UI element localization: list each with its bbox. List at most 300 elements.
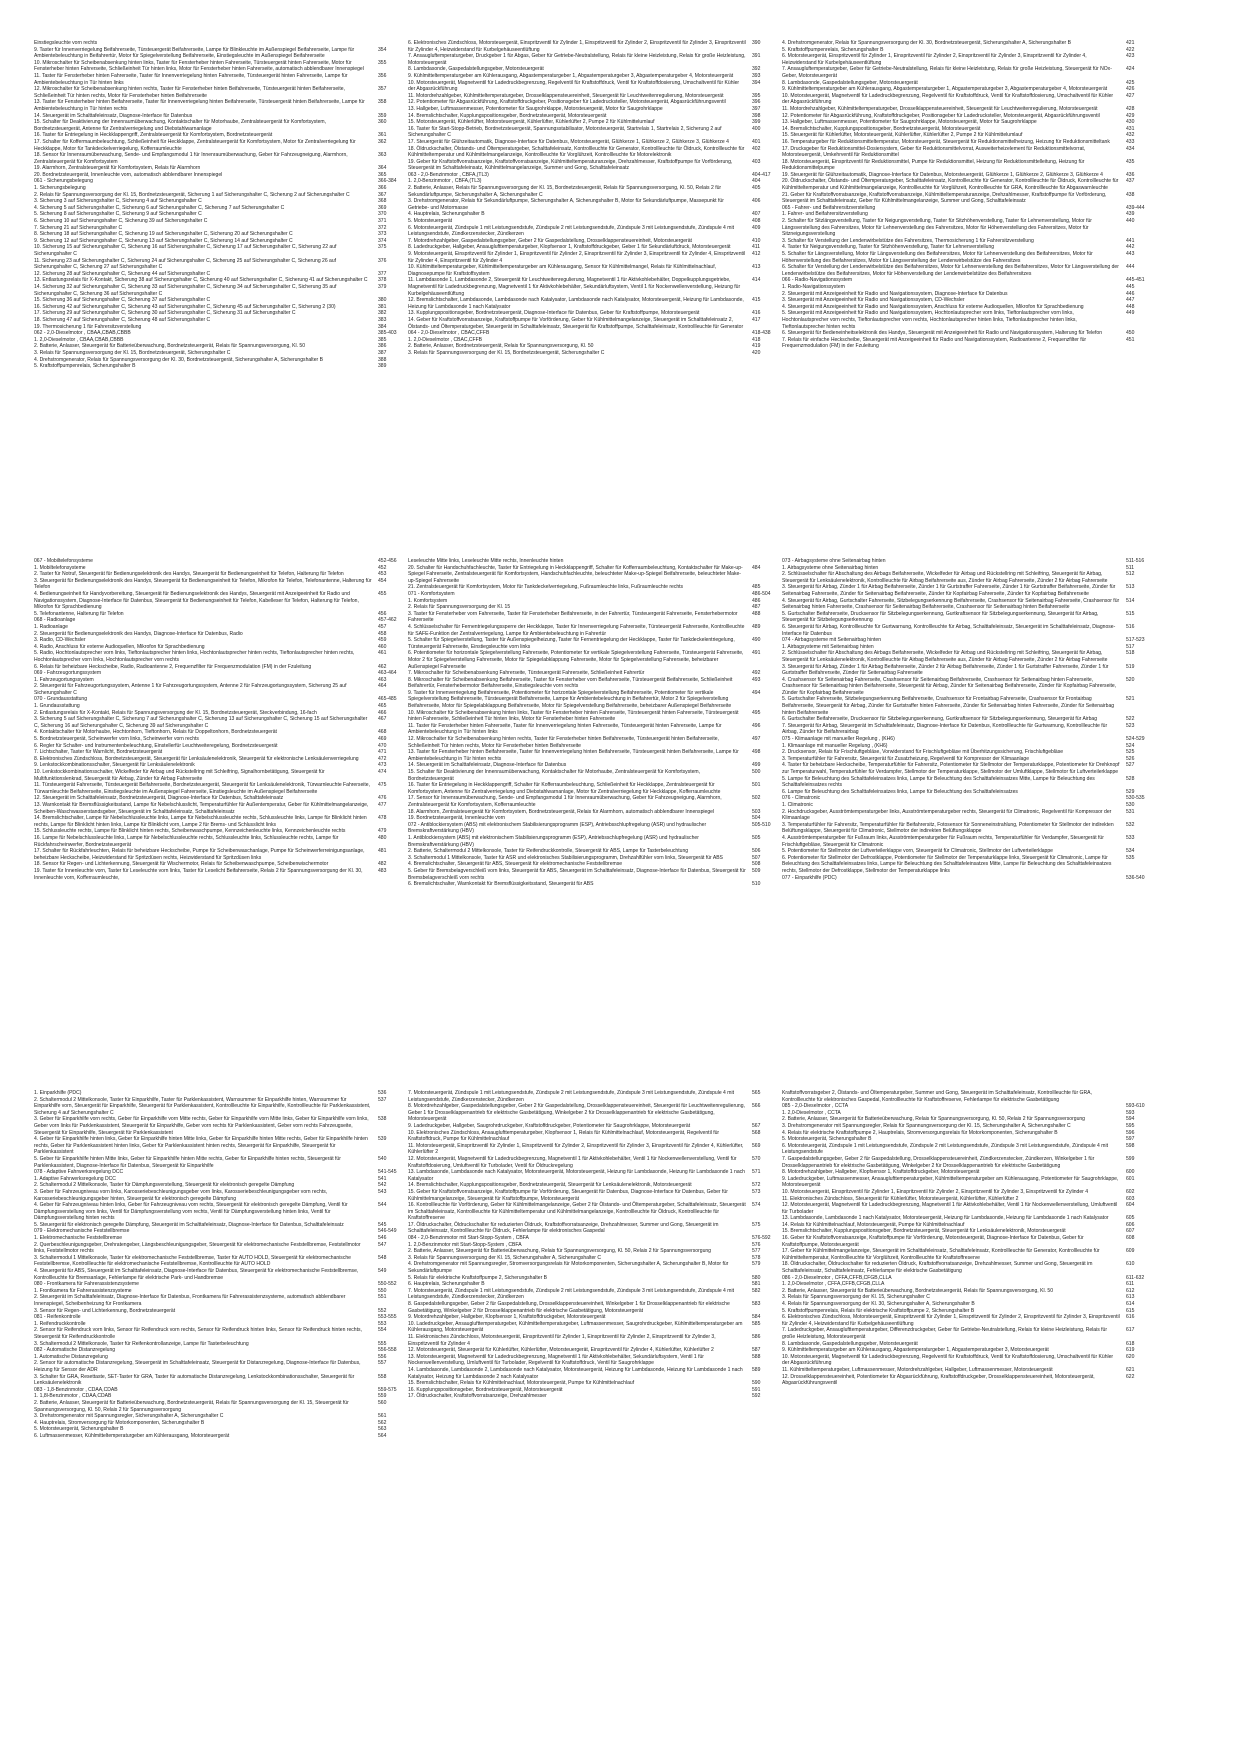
index-entry[interactable]	[782, 1281, 1146, 1288]
index-entry[interactable]	[782, 178, 1146, 191]
index-entry[interactable]	[34, 363, 398, 370]
index-entry[interactable]	[408, 1222, 772, 1235]
index-entry[interactable]	[408, 795, 772, 808]
index-entry[interactable]	[782, 1314, 1146, 1327]
index-entry[interactable]	[782, 113, 1146, 120]
index-entry[interactable]	[782, 756, 1146, 763]
index-entry[interactable]	[782, 1327, 1146, 1340]
index-entry[interactable]	[34, 152, 398, 165]
index-entry[interactable]	[782, 835, 1146, 848]
index-entry[interactable]	[408, 736, 772, 749]
index-entry[interactable]	[782, 598, 1146, 611]
index-entry[interactable]	[408, 782, 772, 795]
index-entry[interactable]	[782, 1189, 1146, 1196]
index-entry[interactable]	[34, 1228, 398, 1235]
index-entry[interactable]	[782, 565, 1146, 572]
index-entry[interactable]	[34, 558, 398, 565]
index-entry[interactable]	[34, 139, 398, 152]
index-entry[interactable]	[408, 637, 772, 650]
entry-title: 1. Grundausstattung	[34, 703, 80, 710]
index-entry[interactable]	[34, 357, 398, 364]
index-entry[interactable]	[34, 664, 398, 671]
index-entry[interactable]	[34, 165, 398, 172]
index-entry[interactable]	[34, 1387, 398, 1394]
index-entry[interactable]	[34, 198, 398, 205]
index-entry[interactable]	[408, 159, 772, 172]
index-entry[interactable]	[782, 192, 1146, 205]
index-entry[interactable]	[782, 1374, 1146, 1387]
index-entry[interactable]	[782, 1123, 1146, 1130]
index-entry[interactable]	[34, 644, 398, 651]
index-entry[interactable]	[408, 172, 772, 179]
index-entry[interactable]	[34, 743, 398, 750]
index-entry[interactable]	[782, 126, 1146, 133]
index-entry[interactable]	[408, 126, 772, 139]
index-entry[interactable]	[408, 835, 772, 848]
index-entry[interactable]	[34, 1360, 398, 1373]
index-entry[interactable]	[34, 736, 398, 743]
index-entry[interactable]	[34, 762, 398, 769]
index-entry[interactable]	[782, 677, 1146, 697]
index-entry[interactable]	[408, 1354, 772, 1367]
index-entry[interactable]	[782, 93, 1146, 106]
index-entry[interactable]	[34, 1182, 398, 1189]
index-entry[interactable]	[34, 683, 398, 696]
index-entry[interactable]	[34, 324, 398, 331]
index-entry[interactable]	[34, 1235, 398, 1242]
index-entry[interactable]	[34, 337, 398, 344]
index-entry[interactable]	[34, 172, 398, 179]
index-entry[interactable]	[782, 211, 1146, 218]
index-entry[interactable]	[408, 584, 772, 591]
index-entry[interactable]	[408, 565, 772, 585]
index-entry[interactable]	[34, 178, 398, 185]
index-entry[interactable]	[34, 1426, 398, 1433]
index-entry[interactable]	[34, 132, 398, 139]
index-entry[interactable]	[782, 664, 1146, 677]
index-entry[interactable]	[408, 211, 772, 218]
index-entry[interactable]	[408, 710, 772, 723]
index-entry[interactable]	[782, 1235, 1146, 1248]
index-entry[interactable]	[782, 1294, 1146, 1301]
index-entry[interactable]	[34, 86, 398, 99]
index-entry[interactable]	[34, 60, 398, 73]
index-entry[interactable]	[34, 1433, 398, 1440]
index-entry[interactable]	[782, 330, 1146, 337]
index-entry[interactable]	[34, 729, 398, 736]
index-entry[interactable]	[408, 848, 772, 855]
index-entry[interactable]	[34, 1202, 398, 1222]
index-entry[interactable]	[34, 192, 398, 199]
index-entry[interactable]	[34, 218, 398, 225]
index-entry[interactable]	[408, 1255, 772, 1262]
index-entry[interactable]	[408, 1281, 772, 1288]
index-entry[interactable]	[408, 1235, 772, 1242]
index-entry[interactable]	[34, 310, 398, 317]
index-entry[interactable]	[782, 1228, 1146, 1235]
index-entry[interactable]	[408, 1123, 772, 1130]
index-entry[interactable]	[34, 1242, 398, 1255]
index-entry[interactable]	[408, 769, 772, 782]
index-entry[interactable]	[782, 119, 1146, 126]
index-entry[interactable]	[34, 113, 398, 120]
index-entry[interactable]	[408, 146, 772, 159]
index-entry[interactable]	[782, 1116, 1146, 1123]
index-entry[interactable]	[782, 1176, 1146, 1189]
index-entry[interactable]	[408, 40, 772, 53]
index-entry[interactable]	[34, 231, 398, 238]
index-entry[interactable]	[34, 185, 398, 192]
index-entry[interactable]	[34, 284, 398, 297]
index-entry[interactable]	[408, 1169, 772, 1182]
index-entry[interactable]	[408, 624, 772, 637]
index-entry[interactable]	[408, 244, 772, 251]
index-entry[interactable]	[782, 86, 1146, 93]
index-entry[interactable]	[34, 1341, 398, 1348]
index-entry[interactable]	[408, 749, 772, 762]
index-entry[interactable]	[34, 861, 398, 868]
index-entry[interactable]	[34, 350, 398, 357]
index-entry[interactable]	[34, 304, 398, 311]
index-entry[interactable]	[408, 809, 772, 816]
index-entry[interactable]	[34, 1321, 398, 1328]
index-entry[interactable]	[782, 855, 1146, 875]
index-entry[interactable]	[782, 1196, 1146, 1203]
index-entry[interactable]	[408, 822, 772, 835]
index-entry[interactable]	[408, 1261, 772, 1274]
index-entry[interactable]	[782, 789, 1146, 796]
index-entry[interactable]	[34, 1169, 398, 1176]
index-entry[interactable]	[34, 868, 398, 881]
index-entry[interactable]	[408, 677, 772, 690]
index-entry[interactable]	[408, 80, 772, 93]
index-entry[interactable]	[408, 1143, 772, 1156]
index-entry[interactable]	[408, 1288, 772, 1301]
index-entry[interactable]	[34, 225, 398, 232]
index-entry[interactable]	[782, 1222, 1146, 1229]
index-entry[interactable]	[408, 225, 772, 238]
index-entry[interactable]	[34, 1090, 398, 1097]
index-entry[interactable]	[408, 881, 772, 888]
index-entry[interactable]	[34, 1413, 398, 1420]
index-entry[interactable]	[34, 565, 398, 572]
index-entry[interactable]	[408, 670, 772, 677]
index-entry[interactable]	[34, 1347, 398, 1354]
index-entry[interactable]	[408, 855, 772, 862]
index-entry[interactable]	[408, 277, 772, 297]
index-entry[interactable]	[34, 1393, 398, 1400]
index-entry[interactable]	[408, 218, 772, 225]
index-entry[interactable]	[782, 238, 1146, 245]
index-entry[interactable]	[782, 310, 1146, 330]
index-entry[interactable]	[782, 723, 1146, 736]
index-entry[interactable]	[782, 1215, 1146, 1222]
index-entry[interactable]	[408, 66, 772, 73]
index-entry[interactable]	[34, 716, 398, 729]
index-entry[interactable]	[34, 591, 398, 611]
index-entry[interactable]	[34, 756, 398, 763]
index-entry[interactable]	[34, 677, 398, 684]
index-entry[interactable]	[408, 1202, 772, 1222]
index-entry[interactable]	[782, 716, 1146, 723]
index-entry[interactable]	[34, 631, 398, 638]
index-entry[interactable]	[782, 558, 1146, 565]
index-entry[interactable]	[782, 218, 1146, 238]
index-entry[interactable]	[34, 1400, 398, 1413]
index-entry[interactable]	[782, 291, 1146, 298]
index-entry[interactable]	[408, 762, 772, 769]
index-entry[interactable]	[782, 809, 1146, 822]
index-entry[interactable]	[408, 1182, 772, 1189]
index-entry[interactable]	[34, 611, 398, 618]
index-entry[interactable]	[34, 802, 398, 815]
index-entry[interactable]	[34, 99, 398, 112]
index-entry[interactable]	[34, 1327, 398, 1340]
index-entry[interactable]	[34, 1222, 398, 1229]
index-entry[interactable]	[782, 106, 1146, 113]
index-entry[interactable]	[782, 1261, 1146, 1274]
index-entry[interactable]	[782, 749, 1146, 756]
index-entry[interactable]	[34, 1176, 398, 1183]
index-entry[interactable]	[34, 317, 398, 324]
index-entry[interactable]	[782, 1248, 1146, 1261]
index-entry[interactable]	[408, 297, 772, 310]
index-entry[interactable]	[34, 277, 398, 284]
index-entry[interactable]	[34, 624, 398, 631]
index-entry[interactable]	[34, 119, 398, 132]
index-entry[interactable]	[34, 271, 398, 278]
index-entry[interactable]	[408, 558, 772, 565]
index-entry[interactable]	[408, 1301, 772, 1314]
index-entry[interactable]	[782, 264, 1146, 277]
index-entry[interactable]	[408, 139, 772, 146]
index-entry[interactable]	[782, 637, 1146, 644]
index-entry[interactable]	[782, 1103, 1146, 1110]
index-entry[interactable]	[34, 710, 398, 717]
index-entry[interactable]	[34, 205, 398, 212]
index-entry[interactable]	[408, 350, 772, 357]
index-entry[interactable]	[34, 1116, 398, 1136]
index-entry[interactable]	[34, 848, 398, 861]
index-entry[interactable]	[782, 650, 1146, 663]
index-entry[interactable]	[782, 1301, 1146, 1308]
index-entry[interactable]	[34, 1294, 398, 1307]
index-entry[interactable]	[408, 317, 772, 330]
index-entry[interactable]	[34, 835, 398, 848]
index-entry[interactable]	[34, 1314, 398, 1321]
index-entry[interactable]	[408, 53, 772, 66]
index-entry[interactable]	[782, 802, 1146, 809]
index-entry[interactable]	[408, 591, 772, 598]
index-entry[interactable]	[782, 53, 1146, 66]
index-entry[interactable]	[782, 132, 1146, 139]
index-entry[interactable]	[408, 1314, 772, 1321]
index-entry[interactable]	[408, 99, 772, 106]
index-entry[interactable]	[408, 1130, 772, 1143]
index-entry[interactable]	[34, 696, 398, 703]
index-entry[interactable]	[34, 258, 398, 271]
index-entry[interactable]	[782, 1090, 1146, 1103]
index-entry[interactable]	[782, 139, 1146, 146]
index-entry[interactable]	[782, 297, 1146, 304]
index-entry[interactable]	[34, 1156, 398, 1169]
index-entry[interactable]	[408, 73, 772, 80]
index-entry[interactable]	[34, 211, 398, 218]
index-entry[interactable]	[782, 776, 1146, 789]
index-entry[interactable]	[408, 1090, 772, 1103]
index-entry[interactable]	[782, 736, 1146, 743]
index-entry[interactable]	[782, 1110, 1146, 1117]
index-entry[interactable]	[34, 297, 398, 304]
index-entry[interactable]	[408, 113, 772, 120]
index-entry[interactable]	[408, 330, 772, 337]
index-entry[interactable]	[34, 782, 398, 795]
index-entry[interactable]	[408, 106, 772, 113]
index-entry[interactable]	[782, 1136, 1146, 1143]
index-entry[interactable]	[34, 703, 398, 710]
entry-page: 476	[378, 795, 387, 802]
index-entry[interactable]	[408, 337, 772, 344]
index-entry[interactable]	[782, 304, 1146, 311]
index-entry[interactable]	[782, 1288, 1146, 1295]
index-entry[interactable]	[408, 650, 772, 670]
index-entry[interactable]	[34, 571, 398, 578]
index-entry[interactable]	[408, 1248, 772, 1255]
index-entry[interactable]	[782, 205, 1146, 212]
index-entry[interactable]	[782, 66, 1146, 79]
index-entry[interactable]	[782, 1275, 1146, 1282]
index-entry[interactable]	[782, 1202, 1146, 1215]
index-entry[interactable]	[782, 1354, 1146, 1367]
index-entry[interactable]	[34, 578, 398, 591]
index-entry[interactable]	[408, 1367, 772, 1380]
index-entry[interactable]	[34, 343, 398, 350]
index-entry[interactable]	[34, 1281, 398, 1288]
index-entry[interactable]	[782, 1308, 1146, 1315]
index-entry[interactable]	[34, 795, 398, 802]
index-entry[interactable]	[34, 1189, 398, 1202]
index-entry[interactable]	[782, 284, 1146, 291]
index-entry[interactable]	[34, 330, 398, 337]
index-entry[interactable]	[408, 604, 772, 611]
index-entry[interactable]	[782, 40, 1146, 47]
index-entry[interactable]	[34, 73, 398, 86]
index-entry[interactable]	[408, 238, 772, 245]
index-entry[interactable]	[782, 47, 1146, 54]
index-entry[interactable]	[408, 1321, 772, 1334]
index-entry[interactable]	[782, 159, 1146, 172]
index-entry[interactable]	[408, 93, 772, 100]
index-entry[interactable]	[34, 40, 398, 47]
index-entry[interactable]	[408, 264, 772, 277]
index-entry[interactable]	[782, 1347, 1146, 1354]
index-entry[interactable]	[34, 670, 398, 677]
index-entry[interactable]	[782, 762, 1146, 775]
index-entry[interactable]	[408, 198, 772, 211]
index-entry[interactable]	[34, 815, 398, 828]
index-entry[interactable]	[782, 584, 1146, 597]
index-entry[interactable]	[782, 337, 1146, 350]
entry-page: 461	[378, 650, 387, 657]
index-entry[interactable]	[408, 1393, 772, 1400]
index-entry[interactable]	[782, 146, 1146, 159]
index-entry[interactable]	[408, 343, 772, 350]
index-entry[interactable]	[408, 178, 772, 185]
index-entry[interactable]	[408, 861, 772, 868]
index-entry[interactable]	[34, 47, 398, 60]
index-entry[interactable]	[782, 1156, 1146, 1169]
index-entry[interactable]	[408, 1275, 772, 1282]
index-entry[interactable]	[782, 644, 1146, 651]
index-entry[interactable]	[782, 1143, 1146, 1156]
index-entry[interactable]	[782, 1367, 1146, 1374]
index-entry[interactable]	[408, 1242, 772, 1249]
entry-title: 4. Steuergerät für Airbag, Gurtschalter Fahrerseite, Sitzbelegungserkennung Beifahrerseite, Crashsensor für Seitenairbag Fahrerseite, Crashsensor für Seitenairbag hinten Fahrerseite, Crashsensor für Seitenairbag Beifahrerseite, Crashsensor für Seitenairbag hinten Beifahrerseite	[782, 597, 1120, 611]
index-entry[interactable]	[782, 795, 1146, 802]
index-entry[interactable]	[34, 1354, 398, 1361]
index-entry[interactable]	[782, 624, 1146, 637]
index-entry[interactable]	[408, 598, 772, 605]
index-entry[interactable]	[408, 1334, 772, 1347]
index-entry[interactable]	[34, 1136, 398, 1156]
index-entry[interactable]	[408, 251, 772, 264]
index-entry[interactable]	[782, 571, 1146, 584]
index-entry[interactable]	[34, 617, 398, 624]
index-entry[interactable]	[34, 828, 398, 835]
index-entry[interactable]	[408, 1156, 772, 1169]
index-entry[interactable]	[34, 1255, 398, 1268]
index-entry[interactable]	[408, 723, 772, 736]
index-entry[interactable]	[782, 875, 1146, 882]
index-entry[interactable]	[408, 185, 772, 198]
index-entry[interactable]	[782, 251, 1146, 264]
index-entry[interactable]	[408, 611, 772, 624]
index-entry[interactable]	[34, 238, 398, 245]
index-entry[interactable]	[408, 868, 772, 881]
index-entry[interactable]	[782, 1169, 1146, 1176]
index-entry[interactable]	[34, 244, 398, 257]
index-entry[interactable]	[34, 637, 398, 644]
index-entry[interactable]	[34, 650, 398, 663]
index-entry[interactable]	[782, 1130, 1146, 1137]
index-entry[interactable]	[782, 848, 1146, 855]
index-entry[interactable]	[34, 1288, 398, 1295]
index-entry[interactable]	[782, 696, 1146, 716]
index-entry[interactable]	[34, 769, 398, 782]
index-entry[interactable]	[408, 1189, 772, 1202]
index-entry[interactable]	[34, 1268, 398, 1281]
index-entry[interactable]	[782, 80, 1146, 87]
index-entry[interactable]	[782, 244, 1146, 251]
index-entry[interactable]	[782, 277, 1146, 284]
index-entry[interactable]	[408, 815, 772, 822]
index-entry[interactable]	[408, 1103, 772, 1123]
index-entry[interactable]	[34, 749, 398, 756]
index-entry[interactable]	[782, 822, 1146, 835]
index-entry[interactable]	[34, 1374, 398, 1387]
index-entry[interactable]	[34, 1308, 398, 1315]
index-entry[interactable]	[782, 611, 1146, 624]
index-entry[interactable]	[408, 1380, 772, 1387]
index-entry[interactable]	[408, 1347, 772, 1354]
index-entry[interactable]	[782, 1341, 1146, 1348]
index-entry[interactable]	[408, 119, 772, 126]
index-entry[interactable]	[408, 310, 772, 317]
index-entry[interactable]	[34, 1420, 398, 1427]
index-entry[interactable]	[34, 1097, 398, 1117]
index-entry[interactable]	[408, 690, 772, 710]
entry-title: 4. Geber für Fahrzeugniveau hinten links, Geber für Fahrzeugniveau vorn rechts, Steuergerät für elektronisch geregelte Dämpfung, Ventil für Dämpfungsverstellung vorn links, Ventil für Dämpfungsverstellung vorn rechts, Ventil für Dämpfungsverstellung hinten links, Ventil für Dämpfungsverstellung hinten rechts	[34, 1202, 348, 1222]
